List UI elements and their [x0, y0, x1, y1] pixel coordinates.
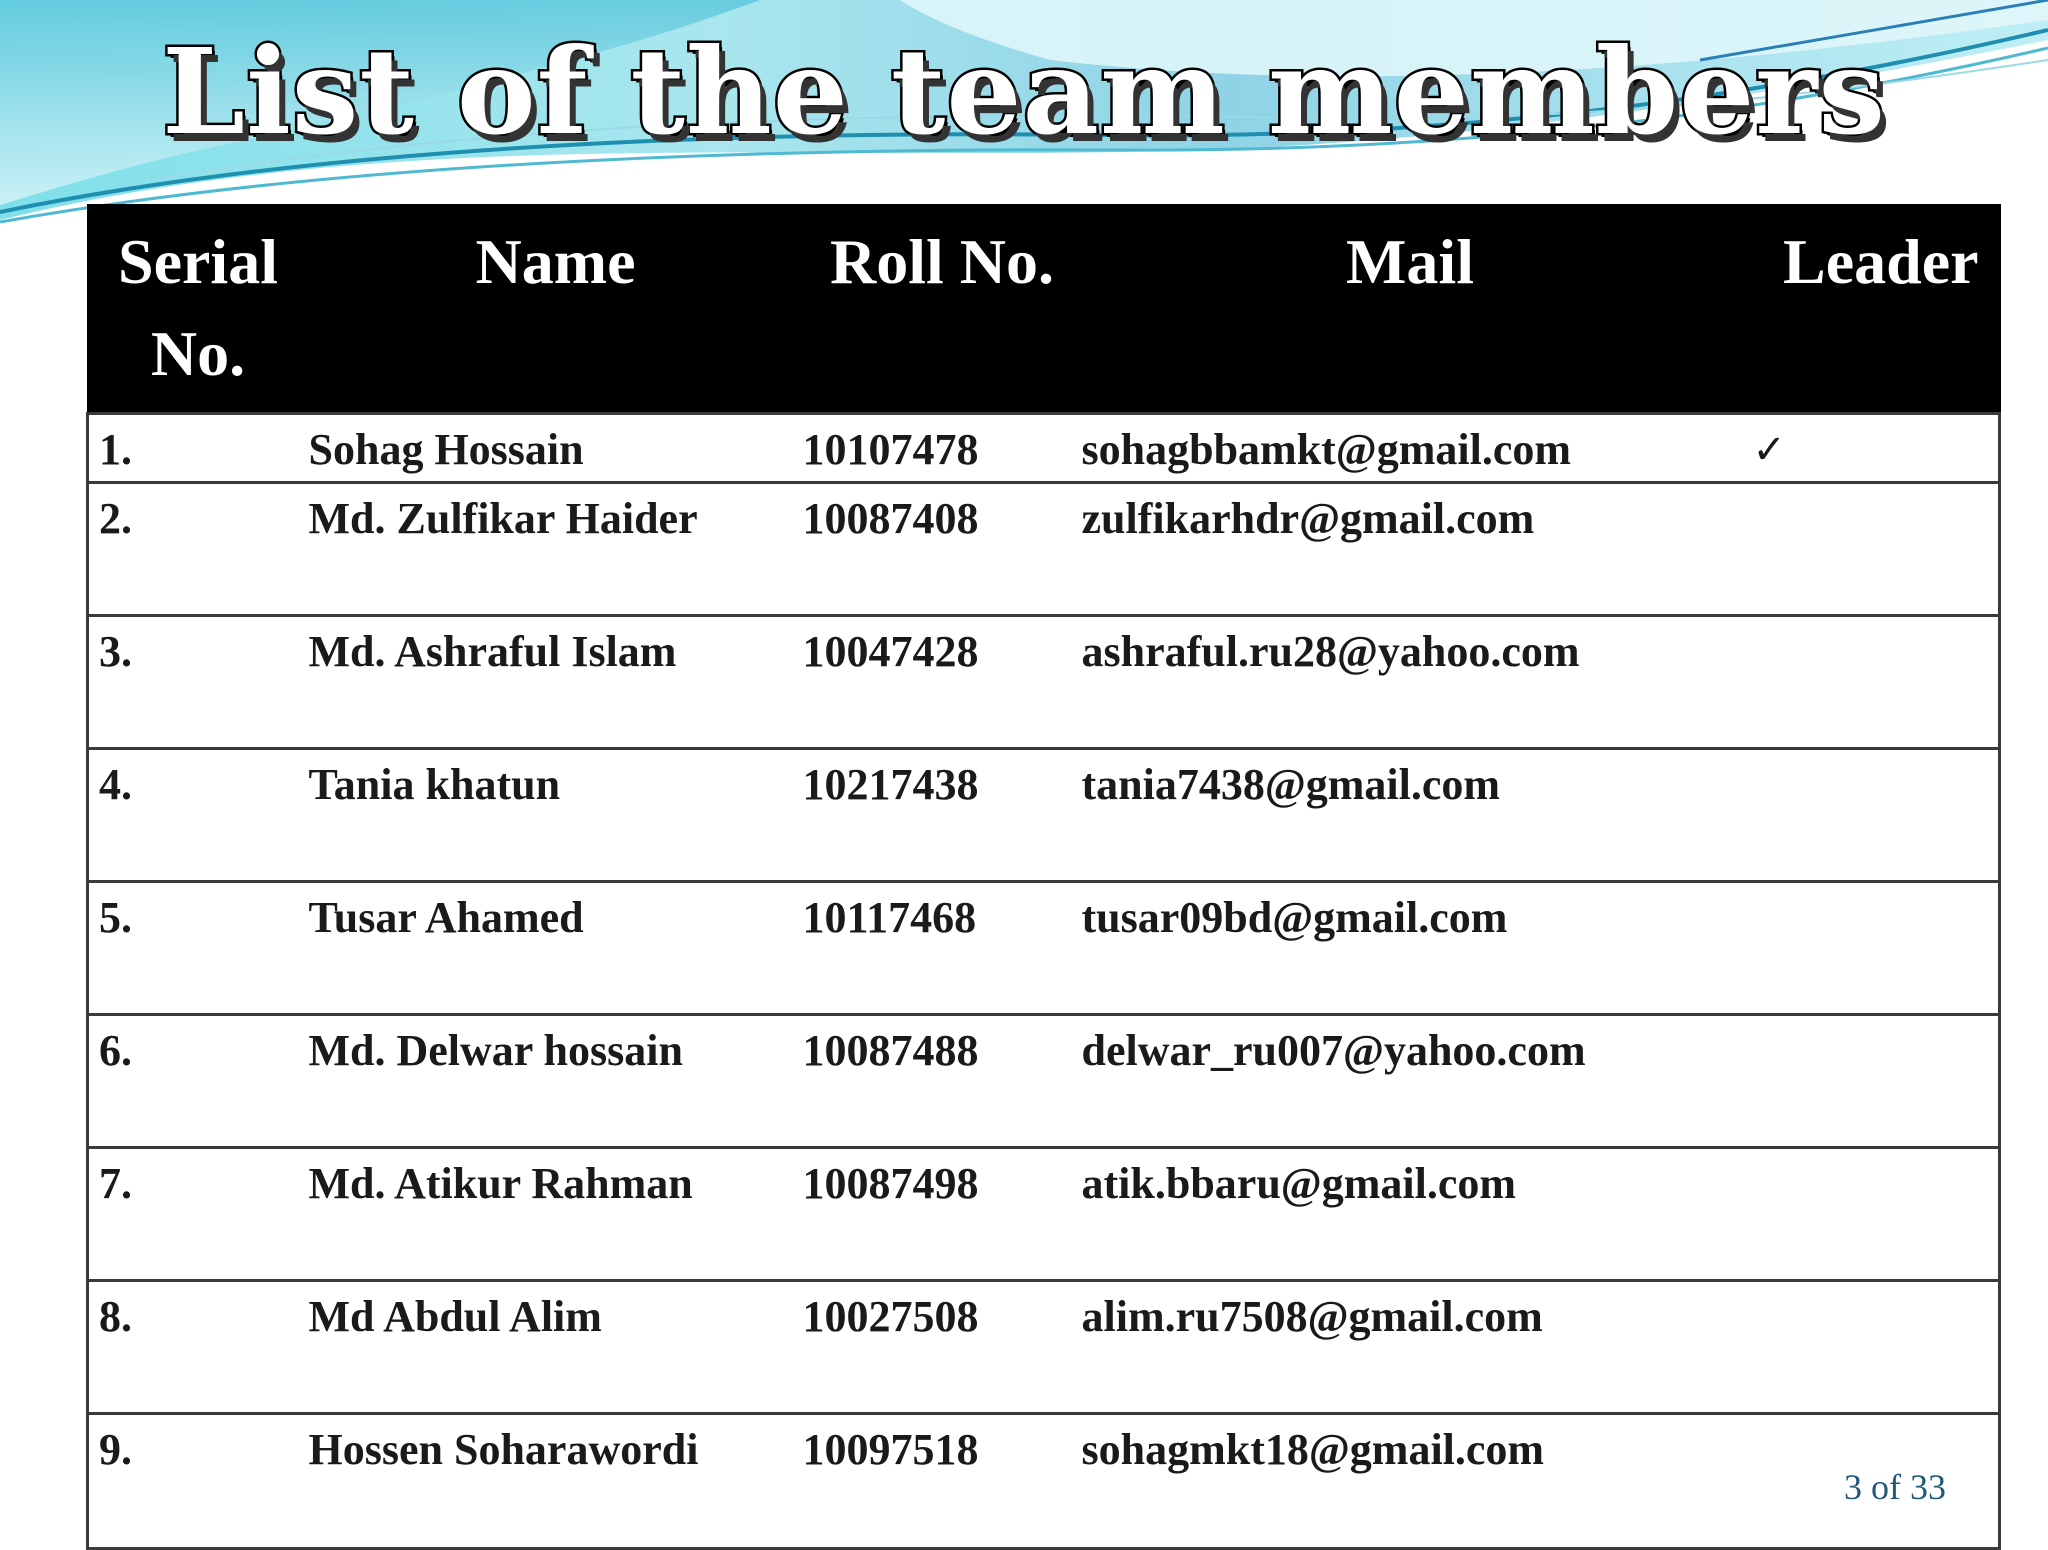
header-serial: Serial No. [88, 205, 309, 414]
name-cell: Md. Atikur Rahman [309, 1148, 803, 1281]
table-row [88, 483, 2000, 616]
leader-cell [1739, 882, 2000, 1015]
mail-cell: atik.bbaru@gmail.com [1082, 1148, 1739, 1281]
leader-cell [1739, 1281, 2000, 1414]
roll-cell: 10027508 [803, 1281, 1082, 1414]
header-name: Name [309, 205, 803, 414]
header-roll: Roll No. [803, 205, 1082, 414]
leader-cell [1739, 483, 2000, 616]
name-cell: Md Abdul Alim [309, 1281, 803, 1414]
serial-cell: 4. [88, 749, 309, 882]
serial-cell: 5. [88, 882, 309, 1015]
mail-cell: sohagbbamkt@gmail.com [1082, 414, 1739, 483]
serial-cell: 1. [88, 414, 309, 483]
mail-cell: tania7438@gmail.com [1082, 749, 1739, 882]
serial-cell: 8. [88, 1281, 309, 1414]
name-cell: Md. Delwar hossain [309, 1015, 803, 1148]
name-cell: Tania khatun [309, 749, 803, 882]
mail-cell: delwar_ru007@yahoo.com [1082, 1015, 1739, 1148]
roll-cell: 10107478 [803, 414, 1082, 483]
table-row [88, 1414, 2000, 1549]
leader-cell [1739, 616, 2000, 749]
roll-cell: 10117468 [803, 882, 1082, 1015]
name-cell: Md. Zulfikar Haider [309, 483, 803, 616]
mail-cell: alim.ru7508@gmail.com [1082, 1281, 1739, 1414]
table-header [88, 205, 2000, 414]
table-row [88, 882, 2000, 1015]
roll-cell: 10087498 [803, 1148, 1082, 1281]
roll-cell: 10217438 [803, 749, 1082, 882]
mail-cell: ashraful.ru28@yahoo.com [1082, 616, 1739, 749]
mail-cell: tusar09bd@gmail.com [1082, 882, 1739, 1015]
header-row [88, 205, 2000, 414]
table-row [88, 749, 2000, 882]
table-body [88, 414, 2000, 1549]
table-row [88, 1148, 2000, 1281]
leader-cell [1739, 1148, 2000, 1281]
leader-cell [1739, 1015, 2000, 1148]
serial-cell: 3. [88, 616, 309, 749]
mail-cell: zulfikarhdr@gmail.com [1082, 483, 1739, 616]
header-mail: Mail [1082, 205, 1739, 414]
team-members-table [86, 204, 2001, 1550]
roll-cell: 10087488 [803, 1015, 1082, 1148]
serial-cell: 2. [88, 483, 309, 616]
roll-cell: 10047428 [803, 616, 1082, 749]
name-cell: Tusar Ahamed [309, 882, 803, 1015]
name-cell: Md. Ashraful Islam [309, 616, 803, 749]
name-cell: Sohag Hossain [309, 414, 803, 483]
table-row [88, 616, 2000, 749]
serial-cell: 7. [88, 1148, 309, 1281]
roll-cell: 10097518 [803, 1414, 1082, 1549]
serial-cell: 6. [88, 1015, 309, 1148]
name-cell: Hossen Soharawordi [309, 1414, 803, 1549]
slide-title: List of the team members [162, 22, 1886, 161]
page-number: 3 of 33 [1844, 1467, 1946, 1507]
leader-cell [1739, 749, 2000, 882]
table-row [88, 1281, 2000, 1414]
mail-cell: sohagmkt18@gmail.com [1082, 1414, 1739, 1549]
table-row [88, 1015, 2000, 1148]
table-row [88, 414, 2000, 483]
roll-cell: 10087408 [803, 483, 1082, 616]
header-leader: Leader [1739, 205, 2000, 414]
leader-checkmark-icon: ✓ [1739, 414, 2000, 483]
serial-cell: 9. [88, 1414, 309, 1549]
